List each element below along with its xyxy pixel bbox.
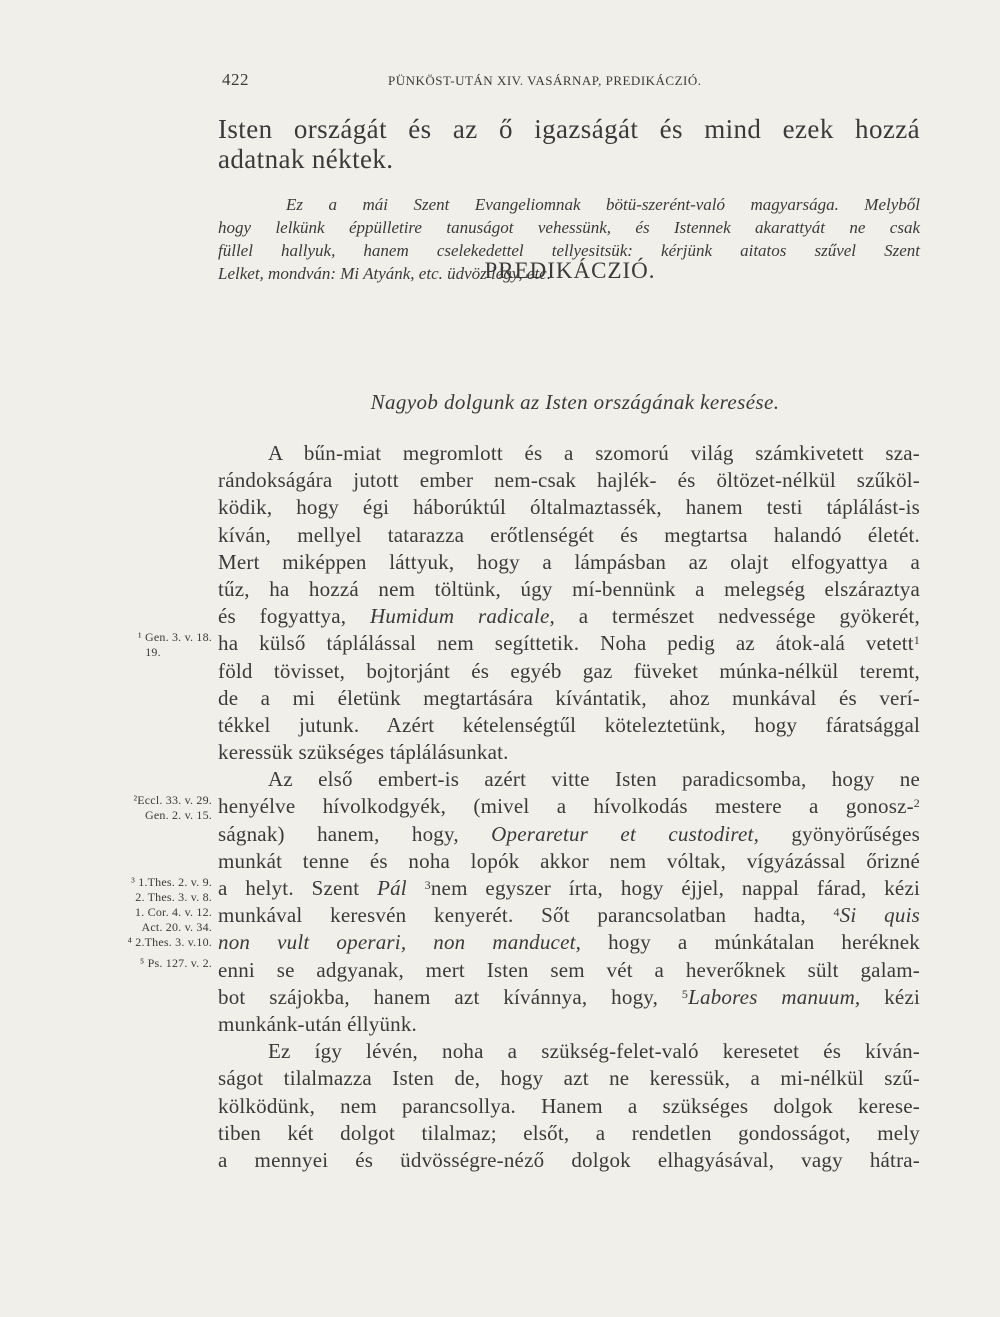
- body-line: kíván, mellyel tatarazza erőtlenségét és megtartsa halandó életét.: [218, 522, 920, 547]
- body-line: munkát tenne és noha lopók akkor nem vóltak, vígyázással őrizné: [218, 848, 920, 873]
- body-text-run: és fogyattya,: [218, 604, 370, 629]
- body-text-run: ságnak) hanem, hogy,: [218, 821, 492, 846]
- body-line: [218, 929, 920, 956]
- body-text-run: munkával keresvén kenyerét. Sőt parancsolatban hadta,: [218, 903, 834, 928]
- body-line: [218, 875, 920, 902]
- body-text-run: henyélve hívolkodgyék, (mivel: [218, 794, 557, 819]
- body-line: [218, 793, 920, 820]
- body-text-run: gyönyörűséges: [759, 821, 921, 846]
- latin-phrase: Operaretur et custodiret,: [491, 821, 760, 846]
- footnote-marker: 4: [833, 905, 840, 920]
- margin-reference-line: Gen. 2. v. 15.: [144, 808, 212, 822]
- body-text-run: nem egyszer írta, hogy éjjel, nappal fárad, kézi: [430, 876, 921, 900]
- body-text-run: [407, 876, 425, 900]
- latin-phrase: Si quis: [839, 903, 920, 928]
- body-line: [218, 630, 920, 657]
- body-line: enni se adgyanak, mert Isten sem vét a heverőknek sült galam-: [218, 957, 920, 982]
- footnote-marker: 2: [913, 796, 920, 811]
- latin-phrase: Labores manuum,: [688, 984, 861, 1009]
- page-number: 422: [222, 70, 249, 89]
- body-line: ködik, hogy égi háborúktúl óltalmaztassék, hanem testi táplálást-is: [218, 495, 920, 520]
- body-line: Mert miképpen láttyuk, hogy a lámpásban az olajt elfogyattya a: [218, 549, 920, 574]
- footnote-marker: 5: [681, 986, 689, 1001]
- margin-reference: [94, 793, 212, 823]
- margin-reference-line: 2. Thes. 3. v. 8.: [135, 890, 212, 904]
- body-text-run: a természet nedvessége gyökerét,: [555, 604, 920, 629]
- margin-reference-line: 19.: [145, 645, 161, 659]
- body-line: tiben két dolgot tilalmaz; elsőt, a rendetlen gondosságot, mely: [218, 1120, 920, 1145]
- body-text-run: kézi: [860, 984, 920, 1009]
- margin-reference: [94, 956, 212, 971]
- margin-reference: [94, 630, 212, 660]
- body-line: kölködünk, nem parancsollya. Hanem a szükséges dolgok kerese-: [218, 1093, 920, 1118]
- body-line: rándokságára jutott ember nem-csak hajlék- és öltözet-nélkül szűköl-: [218, 468, 920, 493]
- margin-reference-line: ²Eccl. 33. v. 29.: [133, 793, 212, 807]
- opening-verse-line: adatnak néktek.: [218, 144, 394, 174]
- sermon-title: PREDIKÁCZIÓ.: [484, 258, 656, 283]
- running-head: PÜNKÖST-UTÁN XIV. VASÁRNAP, PREDIKÁCZIÓ.: [388, 73, 702, 88]
- latin-phrase: non vult operari, non manducet,: [218, 930, 582, 955]
- gospel-note-line: füllel hallyuk, hanem cselekedettel tellyesitsük: kérjünk aitatos szűvel Szent: [218, 241, 920, 260]
- sermon-subtitle: Nagyob dolgunk az Isten országának keresése.: [370, 390, 780, 414]
- body-text-run: a helyt. Szent: [218, 876, 378, 900]
- body-text-run: ha külső táplálással nem segíttetik.: [218, 631, 601, 656]
- body-line: [218, 984, 920, 1011]
- body-text-run: bot szájokba, hanem azt kívánnya, hogy,: [218, 984, 682, 1009]
- body-text-run: a hívolkodás mestere a gonosz-: [556, 794, 914, 819]
- body-line: tékkel jutunk. Azért kételenségtűl köteleztetünk, hogy fáratsággal: [218, 712, 920, 737]
- body-line: munkánk-után éllyünk.: [218, 1011, 417, 1036]
- body-line: [218, 603, 920, 630]
- margin-reference-line: 1. Cor. 4. v. 12.: [135, 905, 212, 919]
- margin-reference-line: Act. 20. v. 34.: [141, 920, 212, 934]
- body-line: Ez így lévén, noha a szükség-felet-való keresetet és kíván-: [268, 1039, 920, 1064]
- gospel-note-line: Ez a mái Szent Evangeliomnak bötü-szerént-való magyarsága. Melyből: [286, 195, 920, 214]
- body-line: keressük szükséges táplálásunkat.: [218, 740, 509, 765]
- gospel-note-line: Lelket, mondván: Mi Atyánk, etc. üdvöz légy, etc.: [218, 264, 551, 283]
- body-text-run: Noha pedig az átok-alá vetett: [600, 631, 914, 656]
- footnote-marker: 1: [913, 633, 920, 648]
- opening-verse: [218, 114, 920, 174]
- body-text-run: hogy a múnkátalan heréknek: [581, 930, 920, 955]
- body-line: ságot tilalmazza Isten de, hogy azt ne keressük, a mi-nélkül szű-: [218, 1066, 920, 1091]
- body-line: a mennyei és üdvösségre-néző dolgok elhagyásával, vagy hátra-: [218, 1147, 920, 1172]
- body-line: föld tövisset, bojtorjánt és egyéb gaz füveket múnka-nélkül teremt,: [218, 658, 920, 683]
- latin-phrase: Pál: [377, 876, 407, 900]
- margin-reference-line: ⁵ Ps. 127. v. 2.: [140, 956, 212, 970]
- body-line: de a mi életünk megtartására kívántatik, ahoz munkával és verí-: [218, 685, 920, 710]
- body-line: [218, 821, 920, 848]
- gospel-note-line: hogy lelkünk éppülletire tanuságot vehessünk, és Istennek akarattyát ne csak: [218, 218, 920, 237]
- body-line: [218, 902, 920, 929]
- body-line: Az első embert-is azért vitte Isten paradicsomba, hogy ne: [268, 767, 920, 792]
- footnote-marker: 3: [424, 878, 431, 892]
- body-line: tűz, ha hozzá nem töltünk, úgy mí-bennünk a melegség elszáraztya: [218, 576, 920, 601]
- latin-phrase: Humidum radicale,: [369, 604, 556, 629]
- margin-reference: [94, 875, 212, 950]
- margin-reference-line: ³ 1.Thes. 2. v. 9.: [131, 875, 212, 889]
- body-line: A bűn-miat megromlott és a szomorú világ számkivetett sza-: [268, 441, 920, 465]
- sermon-body: [218, 440, 920, 1174]
- margin-reference-line: ¹ Gen. 3. v. 18.: [137, 630, 212, 644]
- margin-reference-line: ⁴ 2.Thes. 3. v.10.: [127, 935, 212, 949]
- opening-verse-line: Isten országát és az ő igazságát és mind ezek hozzá: [218, 114, 920, 144]
